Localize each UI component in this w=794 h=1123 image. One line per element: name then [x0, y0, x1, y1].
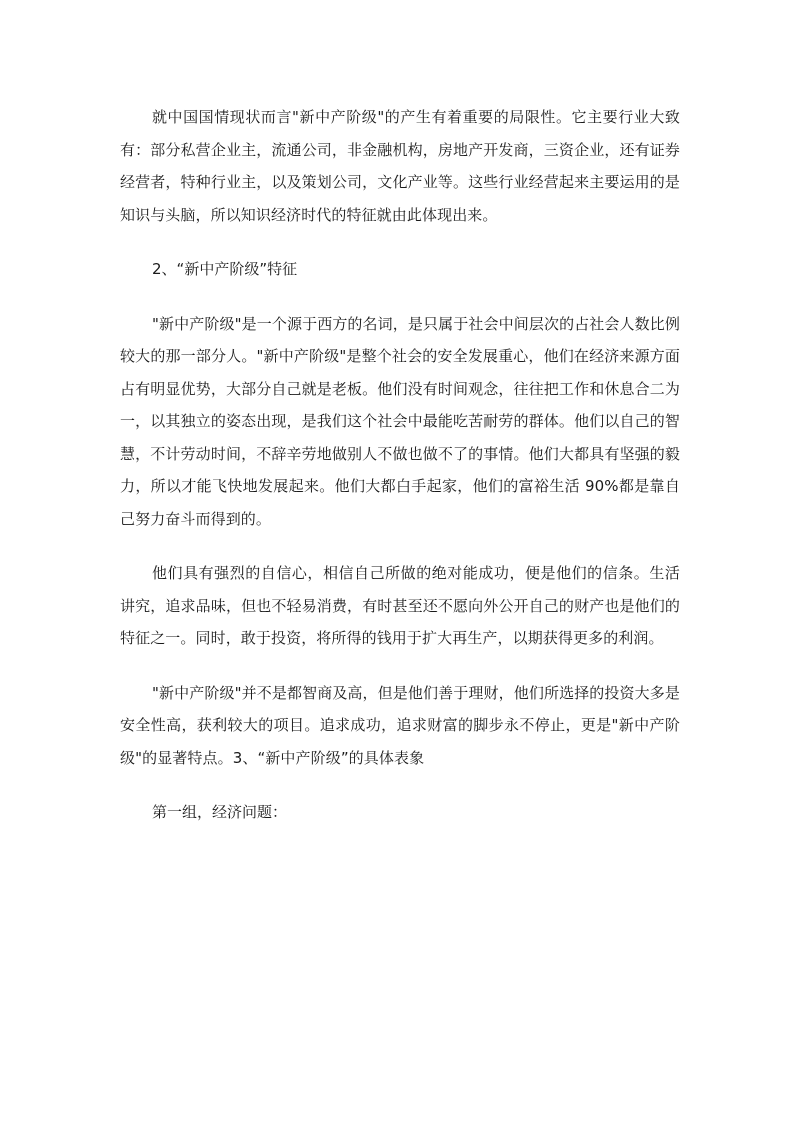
- group-heading-economic-issues: 第一组，经济问题：: [152, 803, 288, 821]
- paragraph-confidence: 他们具有强烈的自信心，相信自己所做的绝对能成功，便是他们的信条。生活讲究，追求品味，但也不轻易消费，有时甚至还不愿向外公开自己的财产也是他们的特征之一。同时，敢于投资，将所得的钱用于扩大再生产，以期获得更多的利润。: [120, 564, 680, 647]
- section-heading-characteristics: 2、“新中产阶级”特征: [152, 260, 298, 278]
- paragraph-scope-of-industries: 就中国国情现状而言"新中产阶级"的产生有着重要的局限性。它主要行业大致有：部分私营企业主，流通公司，非金融机构，房地产开发商，三资企业，还有证券经营者，特种行业主，以及策划公司，文化产业等。这些行业经营起来主要运用的是知识与头脑，所以知识经济时代的特征就由此体现出来。: [120, 108, 680, 224]
- document-body: [120, 101, 680, 851]
- paragraph-definition: "新中产阶级"是一个源于西方的名词，是只属于社会中间层次的占社会人数比例较大的那一部分人。"新中产阶级"是整个社会的安全发展重心，他们在经济来源方面占有明显优势，大部分自己就是老板。他们没有时间观念，往往把工作和休息合二为一，以其独立的姿态出现，是我们这个社会中最能吃苦耐劳的群体。他们以自己的智慧，不计劳动时间，不辞辛劳地做别人不做也做不了的事情。他们大都具有坚强的毅力，所以才能飞快地发展起来。他们大都白手起家，他们的富裕生活 90%都是靠自己努力奋斗而得到的。: [120, 314, 680, 528]
- paragraph-financial-management: "新中产阶级"并不是都智商及高，但是他们善于理财，他们所选择的投资大多是安全性高，获利较大的项目。追求成功，追求财富的脚步永不停止，更是"新中产阶级"的显著特点。3、“新中产阶级”的具体表象: [120, 683, 680, 767]
